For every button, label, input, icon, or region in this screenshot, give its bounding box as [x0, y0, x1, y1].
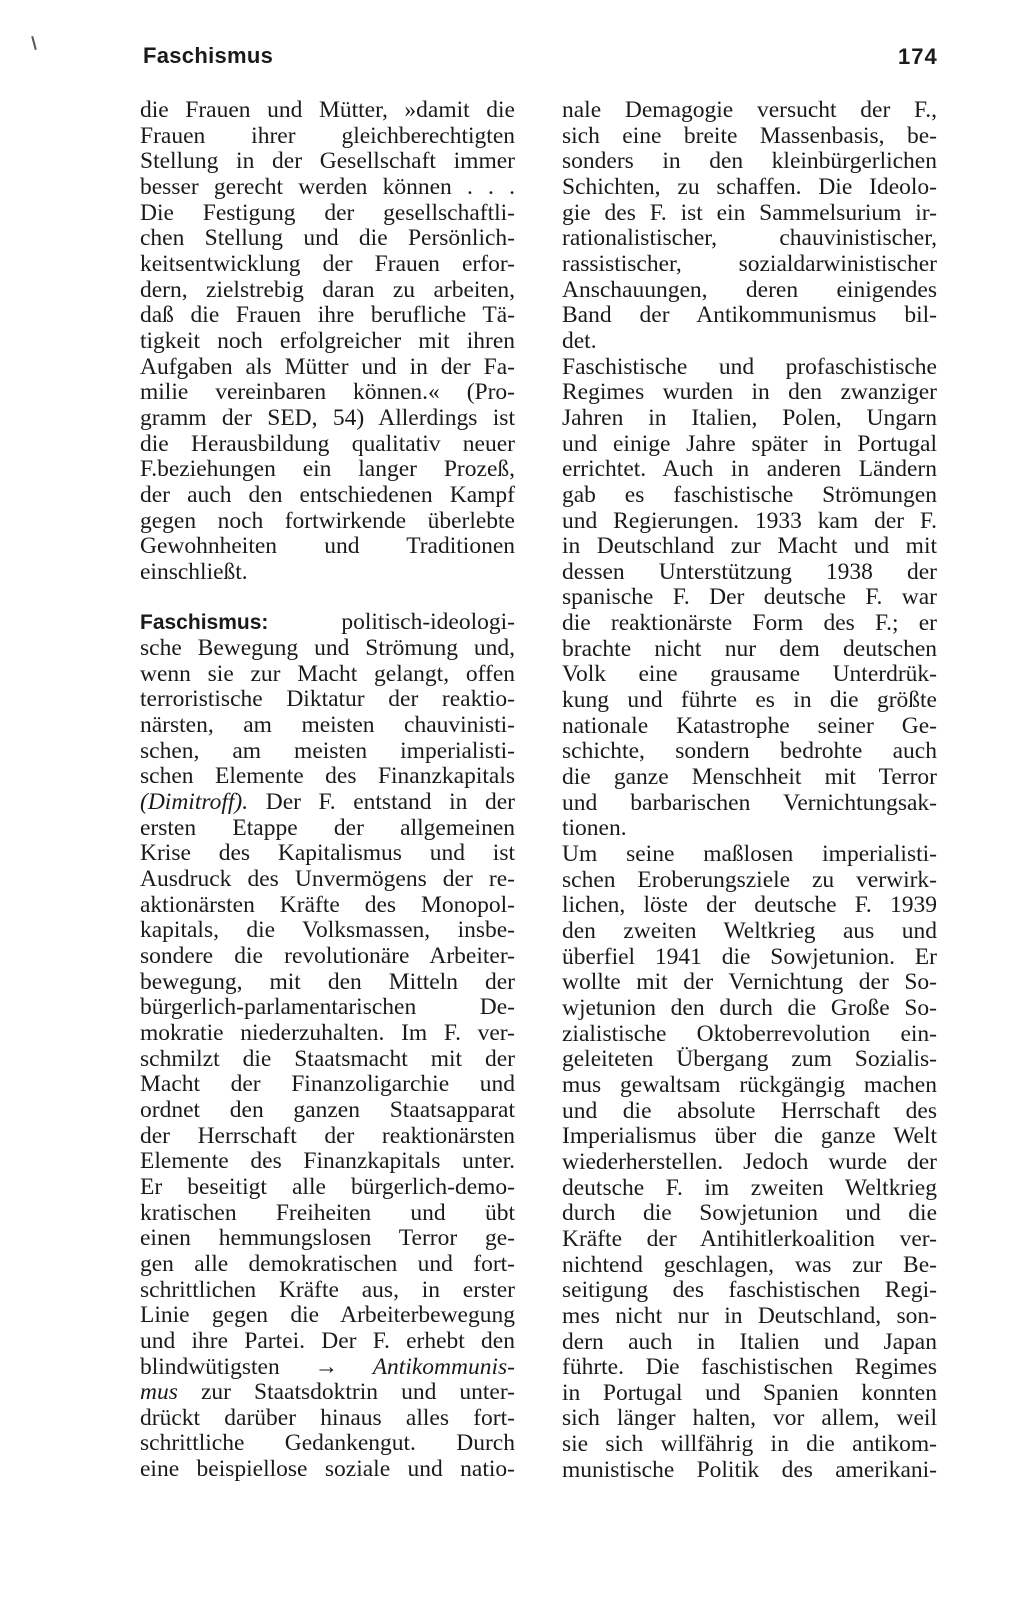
- text-line: wjetunion den durch die Große So-: [562, 994, 937, 1021]
- text-line: schen Eroberungsziele zu verwirk-: [562, 866, 937, 893]
- paragraph-women-role: [140, 98, 515, 585]
- text-line: Volk eine grausame Unterdrük-: [562, 661, 937, 688]
- text-line: schrittliche Gedankengut. Durch: [140, 1430, 515, 1457]
- text-line: wollte mit der Vernichtung der So-: [562, 969, 937, 996]
- text-line: Gewohnheiten und Traditionen: [140, 533, 515, 560]
- text-line: sche Bewegung und Strömung und,: [140, 635, 515, 662]
- text-line: Um seine maßlosen imperialisti-: [562, 841, 937, 868]
- text-line: Regimes wurden in den zwanziger: [562, 379, 937, 406]
- text-line: (Dimitroff). Der F. entstand in der: [140, 789, 515, 816]
- text-line: dessen Unterstützung 1938 der: [562, 558, 937, 585]
- text-line: det.: [562, 327, 597, 354]
- text-line: kapitals, die Volksmassen, insbe-: [140, 917, 515, 944]
- text-line: gegen noch fortwirkende überlebte: [140, 507, 515, 534]
- text-line: sich länger halten, vor allem, weil: [562, 1405, 937, 1432]
- text-line: brachte nicht nur dem deutschen: [562, 635, 937, 662]
- scan-mark: [31, 36, 37, 50]
- text-line: und Regierungen. 1933 kam der F.: [562, 507, 937, 534]
- cross-reference-link-continued[interactable]: mus: [140, 1379, 178, 1406]
- text-line: blindwütigsten → Antikommunis-: [140, 1353, 515, 1380]
- text-line: chen Stellung und die Persönlich-: [140, 225, 515, 252]
- text-line: gramm der SED, 54) Allerdings ist: [140, 404, 515, 431]
- text-line: F.beziehungen ein langer Prozeß,: [140, 456, 515, 483]
- text-line: und barbarischen Vernichtungsak-: [562, 789, 937, 816]
- text-line: schen, am meisten imperialisti-: [140, 737, 515, 764]
- text-line: gie des F. ist ein Sammelsurium ir-: [562, 199, 937, 226]
- text-line: lichen, löste der deutsche F. 1939: [562, 892, 937, 919]
- entry-faschismus: [140, 610, 515, 1482]
- text-line: sich eine breite Massenbasis, be-: [562, 122, 937, 149]
- text-line: drückt darüber hinaus alles fort-: [140, 1404, 515, 1431]
- text-line: ordnet den ganzen Staatsapparat: [140, 1096, 515, 1123]
- text-line: schen Elemente des Finanzkapitals: [140, 763, 515, 790]
- text-line: närsten, am meisten chauvinisti-: [140, 712, 515, 739]
- paragraph-world-war: [562, 842, 937, 1483]
- text-line: Elemente des Finanzkapitals unter.: [140, 1148, 515, 1175]
- text-line: Er beseitigt alle bürgerlich-demo-: [140, 1173, 515, 1200]
- text-line: wiederherstellen. Jedoch wurde der: [562, 1148, 937, 1175]
- text-line: nale Demagogie versucht der F.,: [562, 97, 937, 123]
- text-line: die ganze Menschheit mit Terror: [562, 764, 937, 791]
- entry-text-c: [140, 1406, 515, 1483]
- text-line: errichtet. Auch in anderen Ländern: [562, 456, 937, 483]
- text-line: schrittlichen Kräfte aus, in erster: [140, 1276, 515, 1303]
- text-line: Faschistische und profaschistische: [562, 353, 937, 380]
- text-line: seitigung des faschistischen Regi-: [562, 1277, 937, 1304]
- text-line: Anschauungen, deren einigendes: [562, 276, 937, 303]
- text-line: Faschismus: politisch-ideologi-: [140, 609, 515, 636]
- text-line: Krise des Kapitalismus und ist: [140, 840, 515, 867]
- text-line: deutsche F. im zweiten Weltkrieg: [562, 1174, 937, 1201]
- text-line: sondere die revolutionäre Arbeiter-: [140, 943, 515, 969]
- text-line: und einige Jahre später in Portugal: [562, 430, 937, 457]
- entry-term: Faschismus:: [140, 611, 269, 635]
- text-line: die Frauen und Mütter, »damit die: [140, 97, 515, 123]
- text-line: tionen.: [562, 815, 627, 842]
- text-line: mokratie niederzuhalten. Im F. ver-: [140, 1019, 515, 1046]
- text-line: die Herausbildung qualitativ neuer: [140, 430, 515, 457]
- text-line: Aufgaben als Mütter und in der Fa-: [140, 353, 515, 380]
- text-line: Jahren in Italien, Polen, Ungarn: [562, 404, 937, 431]
- text-line: Frauen ihrer gleichberechtigten: [140, 122, 515, 149]
- text-line: sonders in den kleinbürgerlichen: [562, 148, 937, 175]
- text-line: geleiteten Übergang zum Sozialis-: [562, 1046, 937, 1073]
- page-number: 174: [898, 44, 938, 69]
- text-line: schichte, sondern bedrohte auch: [562, 738, 937, 765]
- running-head: Faschismus: [143, 43, 274, 68]
- text-line: besser gerecht werden können . . .: [140, 173, 515, 200]
- text-line: die reaktionärste Form des F.; er: [562, 610, 937, 637]
- text-line: Die Festigung der gesellschaftli-: [140, 199, 515, 226]
- text-line: spanische F. Der deutsche F. war: [562, 584, 937, 611]
- text-line: munistische Politik des amerikani-: [562, 1456, 937, 1483]
- text-line: milie vereinbaren können.« (Pro-: [140, 379, 515, 406]
- text-line: nationale Katastrophe seiner Ge-: [562, 712, 937, 739]
- text-line: Schichten, zu schaffen. Die Ideolo-: [562, 173, 937, 200]
- text-line: Band der Antikommunismus bil-: [562, 302, 937, 329]
- text-line: aktionärsten Kräfte des Monopol-: [140, 891, 515, 918]
- text-line: keitsentwicklung der Frauen erfor-: [140, 250, 515, 277]
- paragraph-regimes: [562, 355, 937, 842]
- text-line: mus gewaltsam rückgängig machen: [562, 1071, 937, 1098]
- text-line: der Herrschaft der reaktionärsten: [140, 1122, 515, 1149]
- entry-text-a: [140, 636, 515, 790]
- text-line: mus zur Staatsdoktrin und unter-: [140, 1379, 516, 1406]
- text-line: und die absolute Herrschaft des: [562, 1097, 937, 1124]
- text-line: einschließt.: [140, 558, 248, 585]
- text-line: rationalistischer, chauvinistischer,: [562, 225, 937, 252]
- text-line: dern auch in Italien und Japan: [562, 1328, 937, 1355]
- entry-text-b: [140, 816, 515, 1355]
- text-line: gen alle demokratischen und fort-: [140, 1250, 515, 1277]
- text-line: einen hemmungslosen Terror ge-: [140, 1225, 515, 1252]
- text-line: Stellung in der Gesellschaft immer: [140, 148, 515, 175]
- text-line: rassistischer, sozialdarwinistischer: [562, 250, 937, 277]
- text-line: Kräfte der Antihitlerkoalition ver-: [562, 1225, 937, 1252]
- text-line: der auch den entschiedenen Kampf: [140, 481, 515, 508]
- text-line: wenn sie zur Macht gelangt, offen: [140, 660, 515, 687]
- text-line: in Portugal und Spanien konnten: [562, 1379, 937, 1406]
- text-line: nichtend geschlagen, was zur Be-: [562, 1251, 937, 1278]
- right-column: [562, 98, 937, 1483]
- text-line: zialistische Oktoberrevolution ein-: [562, 1020, 937, 1047]
- dimitroff-reference: (Dimitroff).: [140, 789, 249, 816]
- text-line: eine beispiellose soziale und natio-: [140, 1456, 515, 1483]
- text-line: und ihre Partei. Der F. erhebt den: [140, 1327, 515, 1354]
- text-line: überfiel 1941 die Sowjetunion. Er: [562, 943, 937, 970]
- text-line: tigkeit noch erfolgreicher mit ihren: [140, 327, 515, 354]
- text-line: terroristische Diktatur der reaktio-: [140, 686, 515, 713]
- text-line: schmilzt die Staatsmacht mit der: [140, 1045, 515, 1072]
- text-line: in Deutschland zur Macht und mit: [562, 533, 937, 560]
- text-line: daß die Frauen ihre berufliche Tä-: [140, 302, 515, 329]
- text-line: mes nicht nur in Deutschland, son-: [562, 1302, 937, 1329]
- left-column: [140, 98, 515, 1483]
- text-line: dern, zielstrebig daran zu arbeiten,: [140, 276, 515, 303]
- text-line: kratischen Freiheiten und übt: [140, 1199, 515, 1226]
- text-line: durch die Sowjetunion und die: [562, 1200, 937, 1227]
- text-line: Linie gegen die Arbeiterbewegung: [140, 1302, 515, 1329]
- text-line: bewegung, mit den Mitteln der: [140, 968, 515, 995]
- text-line: kung und führte es in die größte: [562, 687, 937, 714]
- text-line: gab es faschistische Strömungen: [562, 481, 937, 508]
- text-line: sie sich willfährig in die antikom-: [562, 1431, 937, 1458]
- text-line: den zweiten Weltkrieg aus und: [562, 918, 937, 944]
- text-line: Imperialismus über die ganze Welt: [562, 1123, 937, 1150]
- paragraph-ideology: [562, 98, 937, 355]
- text-line: führte. Die faschistischen Regimes: [562, 1354, 937, 1381]
- text-line: bürgerlich-parlamentarischen De-: [140, 994, 515, 1021]
- text-line: Macht der Finanzoligarchie und: [140, 1071, 515, 1098]
- cross-reference-link[interactable]: Antikommunis-: [372, 1353, 515, 1380]
- text-line: ersten Etappe der allgemeinen: [140, 814, 515, 841]
- text-line: Ausdruck des Unvermögens der re-: [140, 866, 515, 893]
